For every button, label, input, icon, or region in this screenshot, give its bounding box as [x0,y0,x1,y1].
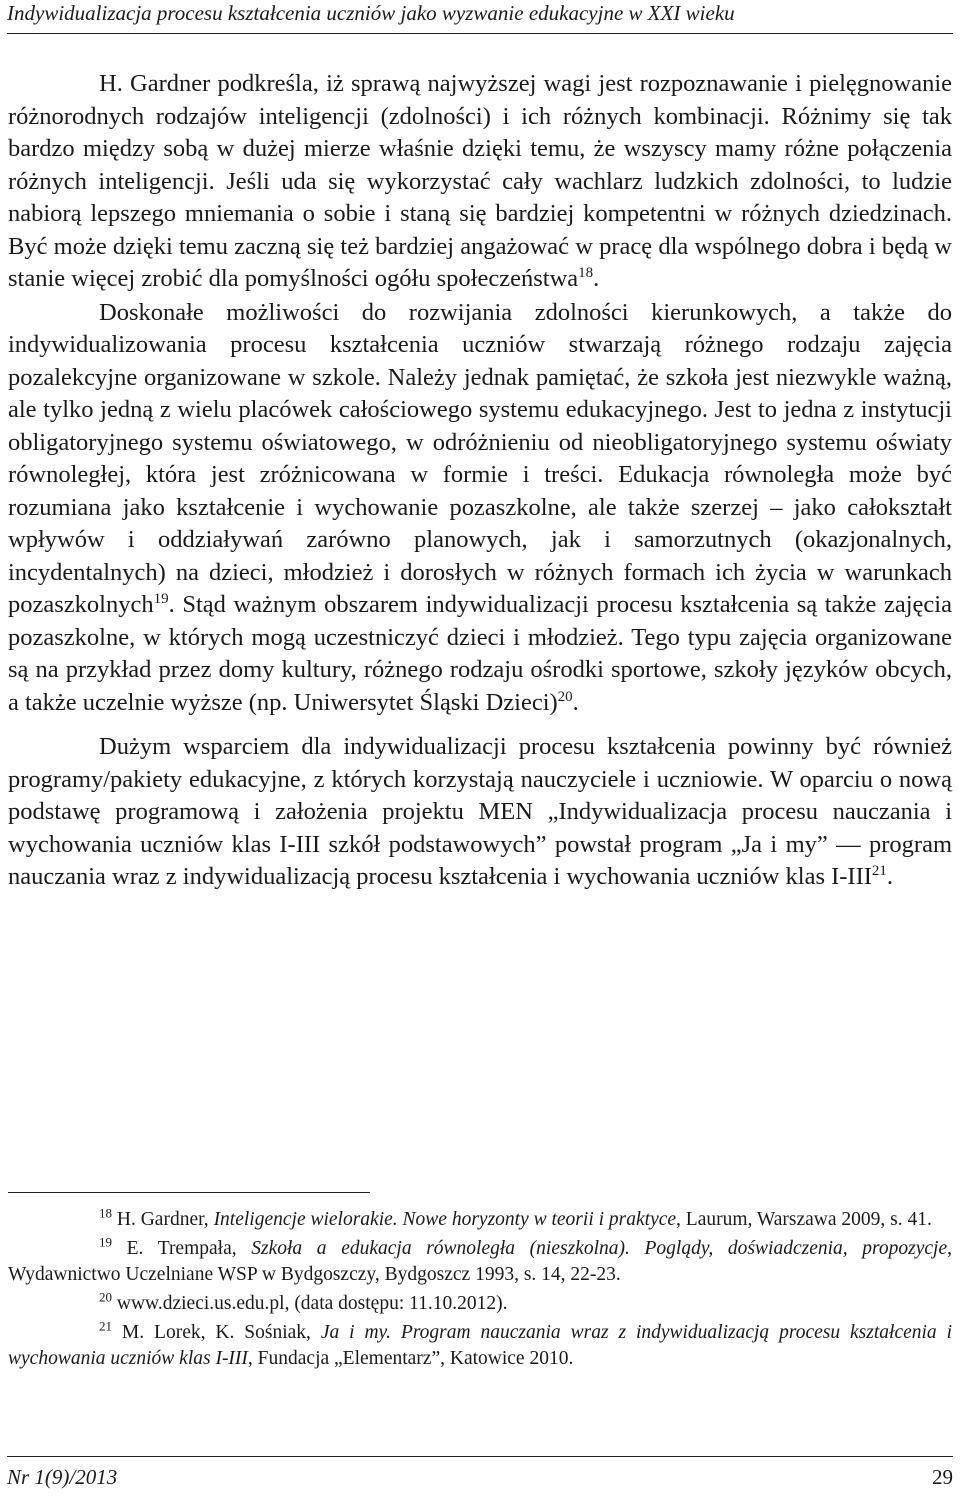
paragraph-3: Dużym wsparciem dla indywidualizacji procesu kształcenia powinny być również programy/pakiety edukacyjne, z których korzystają nauczyciele i uczniowie. W oparciu o nową podstawę programową i założenia projektu MEN „Indywidualizacja procesu nauczania i wychowania uczniów klas I-III szkół podstawowych” powstał program „Ja i my” — program nauczania wraz z indywidualizacją procesu kształcenia i wychowania uczniów klas I-III$^{21}$. [8,733,952,890]
running-header [7,0,953,34]
footnote-20: $^{20}$ www.dzieci.us.edu.pl, (data dostępu: 11.10.2012). [99,1289,508,1314]
paragraph-1: H. Gardner podkreśla, iż sprawą najwyższej wagi jest rozpoznawanie i pielęgnowanie różnorodnych rodzajów inteligencji (zdolności) i ich różnych kombinacji. Różnimy się tak bardzo między sobą w dużej mierze właśnie dzięki temu, że wszyscy mamy różne połączenia różnych inteligencji. Jeśli uda się wykorzystać cały wachlarz ludzkich zdolności, to ludzie nabiorą lepszego mniemania o sobie i staną się bardziej kompetentni w różnych dziedzinach. Być może dzięki temu zaczną się też bardziej angażować w pracę dla wspólnego dobra i będą w stanie więcej zrobić dla pomyślności ogółu społeczeństwa$^{18}$. [8,70,952,292]
issue-number: Nr 1(9)/2013 [7,1465,118,1489]
footnote-ref-20[interactable]: 20 [557,688,573,705]
footnote-ref-18[interactable]: 18 [578,264,594,281]
footnote-18: $^{18}$ H. Gardner, Inteligencje wielorakie. Nowe horyzonty w teorii i praktyce, Laurum, Warszawa 2009, s. 41. [99,1205,932,1230]
main-text [8,68,952,894]
footnote-separator [8,1192,370,1193]
footnote-21: $^{21}$ M. Lorek, K. Sośniak, Ja i my. Program nauczania wraz z indywidualizacją procesu kształcenia i wychowania uczniów klas I-III, Fundacja „Elementarz”, Katowice 2010. [8,1318,952,1369]
footnote-url[interactable]: www.dzieci.us.edu.pl, (data dostępu: 11.10.2012). [112,1293,508,1314]
header-title: Indywidualizacja procesu kształcenia uczniów jako wyzwanie edukacyjne w XXI wieku [7,1,735,25]
page-number: 29 [932,1465,953,1489]
footnote-19: $^{19}$ E. Trempała, Szkoła a edukacja równoległa (nieszkolna). Poglądy, doświadczenia, propozycje, Wydawnictwo Uczelniane WSP w Bydgoszczy, Bydgoszcz 1993, s. 14, 22-23. [8,1234,952,1285]
running-footer [7,1456,953,1491]
footnote-ref-19[interactable]: 19 [153,590,169,607]
footnotes [8,1207,952,1372]
footnote-ref-21[interactable]: 21 [871,862,887,879]
paragraph-2: Doskonałe możliwości do rozwijania zdolności kierunkowych, a także do indywidualizowania procesu kształcenia uczniów stwarzają różnego rodzaju zajęcia pozalekcyjne organizowane w szkole. Należy jednak pamiętać, że szkoła jest niezwykle ważną, ale tylko jedną z wielu placówek całościowego systemu edukacyjnego. Jest to jedna z instytucji obligatoryjnego systemu oświatowego, w odróżnieniu od nieobligatoryjnego systemu oświaty równoległej, która jest zróżnicowana w formie i treści. Edukacja równoległa może być rozumiana jako kształcenie i wychowanie pozaszkolne, ale także szerzej – jako całokształt wpływów i oddziaływań zarówno planowych, jak i samorzutnych (okazjonalnych, incydentalnych) na dzieci, młodzież i dorosłych w różnych formach ich życia w warunkach pozaszkolnych$^{19}$. Stąd ważnym obszarem indywidualizacji procesu kształcenia są także zajęcia pozaszkolne, w których mogą uczestniczyć dzieci i młodzież. Tego typu zajęcia organizowane są na przykład przez domy kultury, różnego rodzaju ośrodki sportowe, szkoły języków obcych, a także uczelnie wyższe (np. Uniwersytet Śląski Dzieci)$^{20}$. [8,298,952,716]
